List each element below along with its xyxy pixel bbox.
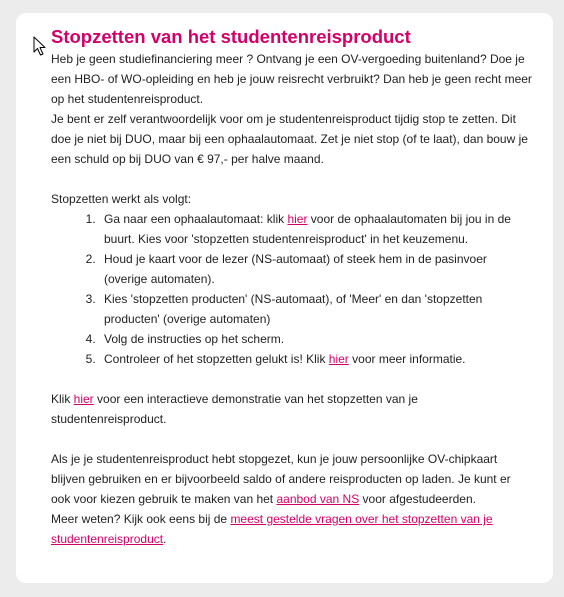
after-stop-text: Als je je studentenreisproduct hebt stopgezet, kun je jouw persoonlijke OV-chipkaart blijven gebruiken en er bijvoorbeeld saldo of andere reisproducten op laden. Je kunt er ook voor kiezen gebruik te maken van het	[51, 452, 511, 506]
step-text: Houd je kaart voor de lezer (NS-automaat) of steek hem in de pasinvoer (overige automaten).	[104, 252, 487, 286]
step-text: Volg de instructies op het scherm.	[104, 332, 285, 346]
step-item-4	[99, 329, 533, 349]
steps-intro: Stopzetten werkt als volgt:	[51, 192, 192, 206]
demo-text: voor een interactieve demonstratie van het stopzetten van je studentenreisproduct.	[51, 392, 418, 426]
step-item-3	[99, 289, 533, 329]
step-item-2	[99, 249, 533, 289]
mouse-pointer-icon	[33, 36, 47, 56]
demo-paragraph	[51, 389, 533, 429]
faq-paragraph	[51, 509, 533, 549]
step-item-1	[99, 209, 533, 249]
responsibility-paragraph: Je bent er zelf verantwoordelijk voor om je studentenreisproduct tijdig stop te zetten. Dit doe je niet bij DUO, maar bij een ophaalautomaat. Zet je niet stop (of te laat), dan bouw je een schuld op bij DUO van € 97,- per halve maand.	[51, 112, 528, 166]
step-item-5	[99, 349, 533, 369]
demo-text: Klik	[51, 392, 74, 406]
after-stop-paragraph	[51, 449, 533, 509]
demo-link[interactable]: hier	[73, 392, 94, 406]
more-info-link[interactable]: hier	[328, 352, 349, 366]
article-body	[51, 49, 533, 549]
content-card	[16, 13, 553, 583]
step-text: voor de ophaalautomaten bij jou in de buurt. Kies voor 'stopzetten studentenreisproduct' in het keuzemenu.	[104, 212, 511, 246]
step-text: Controleer of het stopzetten gelukt is! Klik	[104, 352, 329, 366]
step-text: voor meer informatie.	[348, 352, 466, 366]
step-text: Ga naar een ophaalautomaat: klik	[104, 212, 288, 226]
faq-text: .	[163, 532, 167, 546]
page-title: Stopzetten van het studentenreisproduct	[51, 26, 411, 47]
step-text: Kies 'stopzetten producten' (NS-automaat), of 'Meer' en dan 'stopzetten producten' (overige automaten)	[104, 292, 483, 326]
intro-paragraph: Heb je geen studiefinanciering meer ? Ontvang je een OV-vergoeding buitenland? Doe je een HBO- of WO-opleiding en heb je jouw reisrecht verbruikt? Dan heb je geen recht meer op het studentenreisproduct.	[51, 52, 532, 106]
ns-offer-link[interactable]: aanbod van NS	[276, 492, 360, 506]
after-stop-text: voor afgestudeerden.	[359, 492, 476, 506]
faq-link[interactable]: meest gestelde vragen over het stopzetten van je studentenreisproduct	[51, 512, 493, 546]
steps-list	[51, 209, 533, 369]
automaten-link[interactable]: hier	[287, 212, 308, 226]
faq-text: Meer weten? Kijk ook eens bij de	[51, 512, 231, 526]
